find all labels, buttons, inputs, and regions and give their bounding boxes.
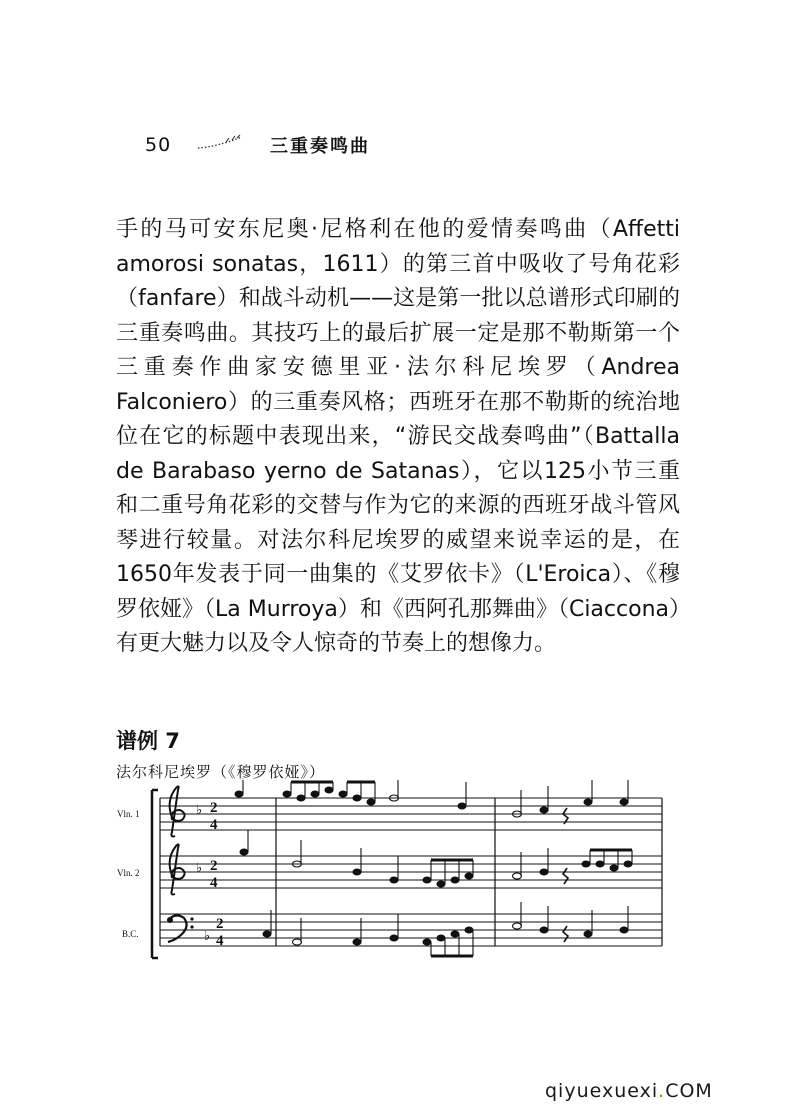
staff-label-bc: B.C.: [122, 929, 139, 939]
flat-icon: ♭: [196, 803, 203, 818]
notes-vln2: [240, 830, 632, 887]
watermark-text-a: qiyuexuexi: [545, 1080, 659, 1102]
staff-label-vln1: Vln. 1: [117, 809, 140, 819]
treble-clef-icon: [170, 786, 185, 836]
svg-text:4: 4: [210, 875, 218, 891]
running-head: 三重奏鸣曲: [270, 136, 370, 157]
watermark: [545, 1080, 713, 1102]
svg-text:2: 2: [210, 858, 218, 874]
watermark-dot: .: [658, 1080, 666, 1102]
header-ornament-icon: [196, 133, 246, 151]
flat-icon: ♭: [196, 861, 203, 876]
example-caption: 法尔科尼埃罗（《穆罗依娅》）: [116, 763, 326, 781]
svg-text:2: 2: [210, 800, 218, 816]
staff-label-vln2: Vln. 2: [117, 868, 140, 878]
treble-clef-icon: [170, 844, 185, 894]
staff-bc: [160, 914, 662, 946]
music-score: [112, 780, 672, 960]
notes-bc: [263, 902, 628, 956]
svg-text:2: 2: [216, 916, 224, 932]
example-label: 谱例 7: [116, 729, 180, 753]
body-paragraph: 手的马可安东尼奥·尼格利在他的爱情奏鸣曲（Affetti amorosi sonatas，1611）的第三首中吸收了号角花彩（fanfare）和战斗动机——这是第一批以总谱形式印刷的三重奏鸣曲。其技巧上的最后扩展一定是那不勒斯第一个三重奏作曲家安德里亚·法尔科尼埃罗（Andrea Falconiero）的三重奏风格；西班牙在那不勒斯的统治地位在它的标题中表现出来，“游民交战奏鸣曲”（Battalla de Barabaso yerno de Satanas），它以125小节三重和二重号角花彩的交替与作为它的来源的西班牙战斗管风琴进行较量。对法尔科尼埃罗的威望来说幸运的是，在1650年发表于同一曲集的《艾罗依卡》（L'Eroica）、《穆罗依娅》（La Murroya）和《西阿孔那舞曲》（Ciaccona）有更大魅力以及令人惊奇的节奏上的想像力。: [116, 217, 680, 656]
watermark-text-b: COM: [665, 1080, 713, 1102]
body-text: [116, 213, 680, 662]
flat-icon: ♭: [204, 929, 211, 944]
page-number: 50: [145, 134, 172, 156]
svg-text:4: 4: [216, 933, 224, 949]
svg-text:4: 4: [210, 817, 218, 833]
